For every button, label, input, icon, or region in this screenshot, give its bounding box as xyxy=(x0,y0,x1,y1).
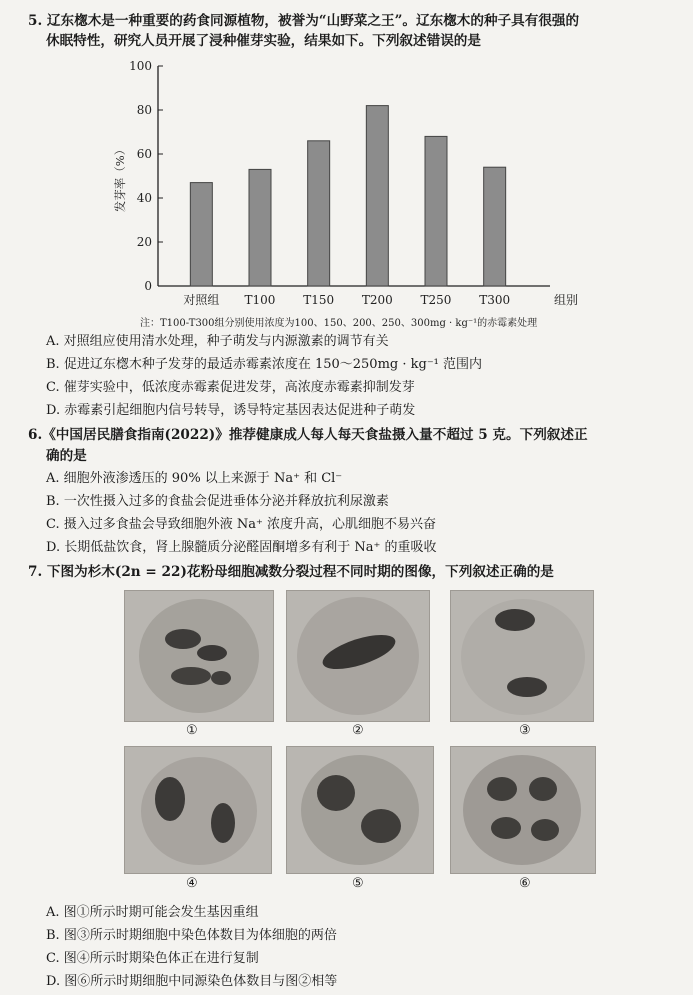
bar-5 xyxy=(484,167,506,286)
bar-4 xyxy=(425,136,447,286)
x-tick-label: T200 xyxy=(361,293,393,307)
q5-option-a: A. 对照组应使用清水处理，种子萌发与内源激素的调节有关 xyxy=(46,334,389,349)
y-tick-label: 40 xyxy=(136,191,152,205)
y-axis-title: 发芽率（%） xyxy=(113,143,127,213)
q6-option-b: B. 一次性摄入过多的食盐会促进垂体分泌并释放抗利尿激素 xyxy=(46,494,389,509)
figure-label-3: ③ xyxy=(519,723,531,738)
x-tick-label: T100 xyxy=(244,293,276,307)
y-tick-label: 80 xyxy=(136,103,152,117)
q7-stem: 7. 下图为杉木(2n = 22)花粉母细胞减数分裂过程不同时期的图像，下列叙述正确的是 xyxy=(28,564,554,580)
q5-stem-line2: 休眠特性，研究人员开展了浸种催芽实验，结果如下。下列叙述错误的是 xyxy=(46,33,481,49)
q7-option-a: A. 图①所示时期可能会发生基因重组 xyxy=(46,905,259,920)
x-tick-label: T150 xyxy=(303,293,335,307)
x-axis-title: 组别 xyxy=(553,293,579,307)
q7-option-b: B. 图③所示时期细胞中染色体数目为体细胞的两倍 xyxy=(46,928,337,943)
q6-option-c: C. 摄入过多食盐会导致细胞外液 Na⁺ 浓度升高，心肌细胞不易兴奋 xyxy=(46,517,437,532)
q5-option-c: C. 催芽实验中，低浓度赤霉素促进发芽，高浓度赤霉素抑制发芽 xyxy=(46,380,415,395)
figure-label-1: ① xyxy=(186,723,198,738)
x-tick-label: 对照组 xyxy=(183,293,220,307)
q7-option-c: C. 图④所示时期染色体正在进行复制 xyxy=(46,951,259,966)
q6-option-a: A. 细胞外液渗透压的 90% 以上来源于 Na⁺ 和 Cl⁻ xyxy=(46,471,343,486)
y-tick-label: 100 xyxy=(129,59,152,73)
bar-0 xyxy=(190,183,212,286)
bar-1 xyxy=(249,169,271,286)
chart-note: 注：T100-T300组分别使用浓度为100、150、200、250、300mg · kg⁻¹的赤霉素处理 xyxy=(140,318,538,329)
figure-label-6: ⑥ xyxy=(519,876,531,891)
figure-label-5: ⑤ xyxy=(352,876,364,891)
q6-stem-line2: 确的是 xyxy=(46,448,87,464)
bar-2 xyxy=(308,141,330,286)
x-tick-label: T300 xyxy=(479,293,511,307)
q5-stem-line1: 5. 辽东楤木是一种重要的药食同源植物，被誉为“山野菜之王”。辽东楤木的种子具有很强的 xyxy=(28,13,580,29)
micrograph-4 xyxy=(124,746,272,874)
q7-option-d: D. 图⑥所示时期细胞中同源染色体数目与图②相等 xyxy=(46,974,338,989)
q5-option-d: D. 赤霉素引起细胞内信号转导，诱导特定基因表达促进种子萌发 xyxy=(46,403,416,418)
x-tick-label: T250 xyxy=(420,293,452,307)
micrograph-5 xyxy=(286,746,434,874)
germination-bar-chart xyxy=(100,58,620,330)
micrograph-6 xyxy=(450,746,596,874)
figure-label-4: ④ xyxy=(186,876,198,891)
bar-3 xyxy=(366,106,388,286)
micrograph-1 xyxy=(124,590,274,722)
q6-stem-line1: 6.《中国居民膳食指南(2022)》推荐健康成人每人每天食盐摄入量不超过 5 克。下列叙述正 xyxy=(28,427,588,443)
y-tick-label: 0 xyxy=(144,279,152,293)
q5-option-b: B. 促进辽东楤木种子发芽的最适赤霉素浓度在 150～250mg · kg⁻¹ 范围内 xyxy=(46,357,483,372)
figure-label-2: ② xyxy=(352,723,364,738)
micrograph-2 xyxy=(286,590,430,722)
y-tick-label: 60 xyxy=(136,147,152,161)
micrograph-3 xyxy=(450,590,594,722)
q6-option-d: D. 长期低盐饮食，肾上腺髓质分泌醛固酮增多有利于 Na⁺ 的重吸收 xyxy=(46,540,437,555)
y-tick-label: 20 xyxy=(136,235,152,249)
